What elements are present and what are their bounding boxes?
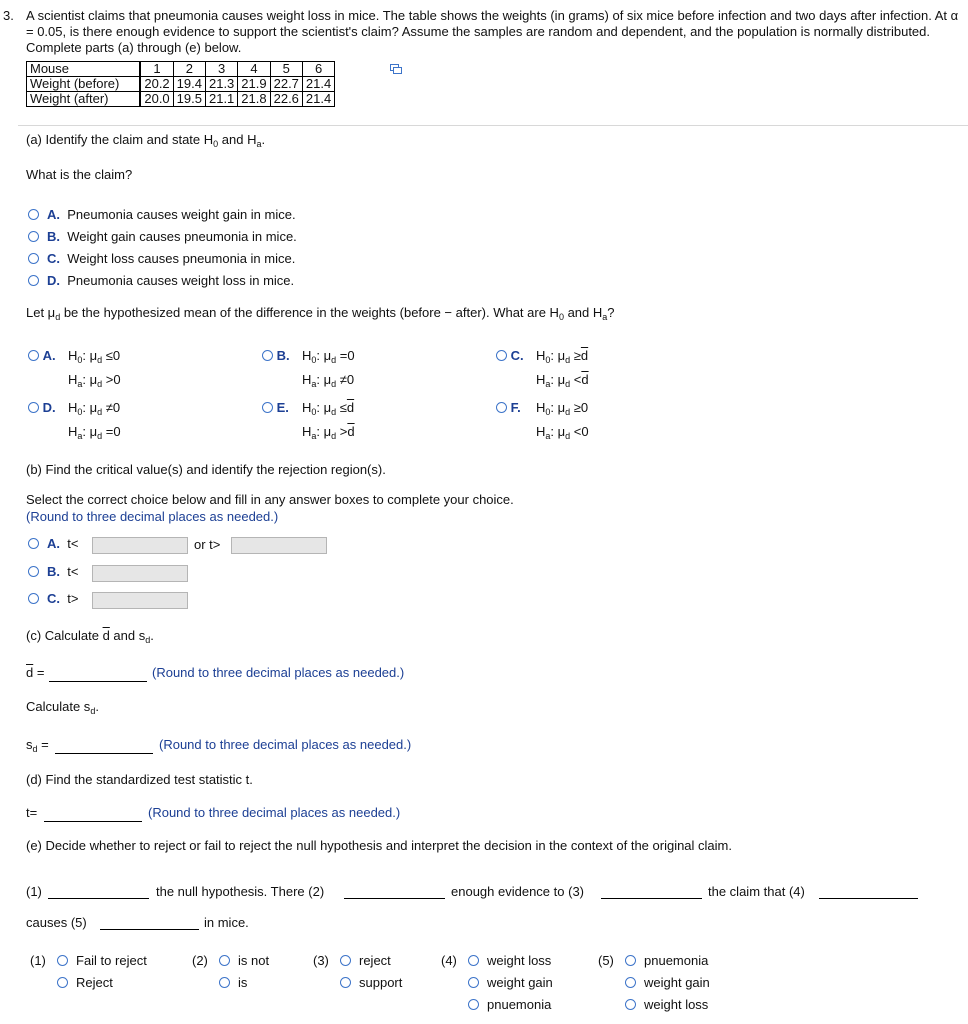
group-2-option[interactable] <box>219 953 269 968</box>
h0-relation: ≤0 <box>105 348 121 363</box>
ha-relation: >0 <box>105 372 121 387</box>
hypothesis-option-f[interactable] <box>496 398 589 441</box>
t-answer-blank[interactable] <box>44 807 142 822</box>
radio-icon[interactable] <box>340 955 351 966</box>
radio-icon[interactable] <box>28 566 39 577</box>
table-cell: 21.1 <box>205 92 237 107</box>
option-letter: F. <box>510 400 521 415</box>
ha-line: $H_a$: $\mu_d <\overline{d}$ <box>536 372 589 389</box>
radio-icon[interactable] <box>57 955 68 966</box>
dbar-label <box>26 665 44 680</box>
radio-icon[interactable] <box>28 593 39 604</box>
option-letter: C. <box>47 251 60 266</box>
question-stem: A scientist claims that pneumonia causes weight loss in mice. The table shows the weights (in grams) of six mice before infection and two days after infection. At α = 0.05, is there enough evidence to support the scientist's claim? Assume the samples are random and dependent, and the population is normally distributed. Complete parts (a) through (e) below. <box>26 8 959 55</box>
option-text: Reject <box>76 975 113 990</box>
radio-icon[interactable] <box>468 955 479 966</box>
option-letter: A. <box>47 207 60 222</box>
table-cell: 20.0 <box>140 92 173 107</box>
option-letter: D. <box>47 273 60 288</box>
table-cell: 21.4 <box>302 92 334 107</box>
sentence-blank-1[interactable] <box>48 884 149 899</box>
option-text: is <box>238 975 248 990</box>
radio-icon[interactable] <box>262 350 273 361</box>
hypothesis-lines <box>68 398 121 446</box>
group-5-option[interactable] <box>625 997 708 1012</box>
claim-option-d[interactable] <box>28 273 294 288</box>
sub-d: d <box>55 312 61 322</box>
ha-line: $H_a$: $\mu_d <0$ <box>536 424 589 441</box>
table-header-row <box>27 62 335 77</box>
part-c-title-and: and s <box>109 628 146 643</box>
part-b-instruction: Select the correct choice below and fill in any answer boxes to complete your choice. <box>26 492 514 507</box>
equals: = <box>33 665 45 680</box>
data-table <box>26 61 335 107</box>
dbar-round-note: (Round to three decimal places as needed.) <box>152 665 405 680</box>
or-text: or t> <box>194 537 221 552</box>
option-text: weight loss <box>487 953 552 968</box>
option-text: Pneumonia causes weight gain in mice. <box>67 207 296 222</box>
table-row-label: Weight (after) <box>27 92 141 107</box>
option-letter: A. <box>47 536 60 551</box>
table-cell: 21.9 <box>238 77 270 92</box>
table-header-cell: 3 <box>205 62 237 77</box>
group-4-option[interactable] <box>468 997 551 1012</box>
ha-relation: <0 <box>573 424 589 439</box>
sentence-blank-5[interactable] <box>100 915 199 930</box>
sentence-blank-3[interactable] <box>601 884 702 899</box>
group-3-option[interactable] <box>340 975 402 990</box>
group-4-option[interactable] <box>468 975 553 990</box>
h0-relation: $\ge\overline{d}$ <box>573 348 589 363</box>
sd-round-note: (Round to three decimal places as needed.) <box>159 737 412 752</box>
part-b-title: (b) Find the critical value(s) and identify the rejection region(s). <box>26 462 386 477</box>
hypothesis-question <box>26 305 615 322</box>
radio-icon[interactable] <box>57 977 68 988</box>
table-cell: 19.4 <box>173 77 205 92</box>
claim-option-c[interactable] <box>28 251 295 266</box>
group-2-option[interactable] <box>219 975 247 990</box>
h0-relation: ≠0 <box>105 400 121 415</box>
table-row-label: Weight (before) <box>27 77 141 92</box>
part-d-title: (d) Find the standardized test statistic t. <box>26 772 253 787</box>
option-letter: C. <box>510 348 524 363</box>
hypothesis-option-d[interactable] <box>28 398 121 441</box>
radio-icon[interactable] <box>28 209 39 220</box>
sd-symbol: s <box>26 737 33 752</box>
sub-d: d <box>145 635 151 645</box>
sentence-blank-4[interactable] <box>819 884 918 899</box>
option-letter: B. <box>47 564 60 579</box>
claim-option-a[interactable] <box>28 207 296 222</box>
hypothesis-option-e[interactable] <box>262 398 355 441</box>
option-text: t< <box>67 564 79 579</box>
let-text: Let μ <box>26 305 56 320</box>
radio-icon[interactable] <box>28 253 39 264</box>
copy-table-icon[interactable] <box>390 64 402 74</box>
part-c-title-end: . <box>150 628 154 643</box>
option-text: t< <box>67 536 79 551</box>
option-letter: B. <box>276 348 290 363</box>
claim-option-b[interactable] <box>28 229 297 244</box>
dbar-symbol: $\overline{d}$ <box>581 372 589 387</box>
dbar-answer-blank[interactable] <box>49 667 147 682</box>
ha-relation: $<\overline{d}$ <box>573 372 589 387</box>
option-text: Weight loss causes pneumonia in mice. <box>67 251 296 266</box>
option-letter: A. <box>42 348 56 363</box>
option-group-number: (5) <box>598 953 614 968</box>
group-5-option[interactable] <box>625 953 708 968</box>
option-text: pnuemonia <box>487 997 552 1012</box>
radio-icon[interactable] <box>28 231 39 242</box>
radio-icon[interactable] <box>625 999 636 1010</box>
table-header-cell: Mouse <box>27 62 141 77</box>
h0-line: $H_0$: $\mu_d =0$ <box>302 348 355 365</box>
sentence-text-3 <box>451 884 584 899</box>
table-row <box>27 92 335 107</box>
radio-icon[interactable] <box>625 955 636 966</box>
group-1-option[interactable] <box>57 953 147 968</box>
ha-line: $H_a$: $\mu_d >\overline{d}$ <box>302 424 355 441</box>
radio-icon[interactable] <box>262 402 273 413</box>
sentence-blank-2[interactable] <box>344 884 445 899</box>
sentence-text: the claim that <box>708 884 786 899</box>
option-text: pnuemonia <box>644 953 709 968</box>
option-letter: C. <box>47 591 60 606</box>
option-group-number: (4) <box>441 953 457 968</box>
h0-line: $H_0$: $\mu_d \ge 0$ <box>536 400 589 417</box>
part-a-title-text: (a) Identify the claim and state H <box>26 132 214 147</box>
radio-icon[interactable] <box>468 977 479 988</box>
dbar-symbol: $\overline{d}$ <box>102 628 110 643</box>
calc-sd-text <box>26 699 99 716</box>
h0-line: $H_0$: $\mu_d \le 0$ <box>68 348 121 365</box>
h0-relation: ≥0 <box>573 400 589 415</box>
table-row <box>27 77 335 92</box>
table-cell: 22.6 <box>270 92 302 107</box>
hypothesis-lines <box>68 346 121 394</box>
sd-answer-blank[interactable] <box>55 739 153 754</box>
h0-line: $H_0$: $\mu_d \le\overline{d}$ <box>302 400 355 417</box>
radio-icon[interactable] <box>219 955 230 966</box>
hypothesis-lines <box>536 346 589 394</box>
critical-option-b[interactable] <box>28 564 78 579</box>
radio-icon[interactable] <box>28 275 39 286</box>
part-c-title <box>26 628 154 645</box>
sentence-text: the null hypothesis. There <box>156 884 305 899</box>
calc-sd-end: . <box>95 699 99 714</box>
option-text: weight loss <box>644 997 709 1012</box>
t-label: t= <box>26 805 38 820</box>
option-text: weight gain <box>644 975 710 990</box>
option-letter: D. <box>42 400 56 415</box>
option-text: weight gain <box>487 975 553 990</box>
let-text-body: be the hypothesized mean of the difference in the weights (before − after). What are H <box>60 305 559 320</box>
part-b-round-note: (Round to three decimal places as needed.) <box>26 509 279 524</box>
hypothesis-lines <box>302 346 355 394</box>
group-1-option[interactable] <box>57 975 113 990</box>
option-text: t> <box>67 591 79 606</box>
radio-icon[interactable] <box>468 999 479 1010</box>
critical-option-c[interactable] <box>28 591 78 606</box>
equals: = <box>37 737 49 752</box>
table-header-cell: 5 <box>270 62 302 77</box>
option-letter: B. <box>47 229 60 244</box>
ha-relation: =0 <box>105 424 121 439</box>
part-e-title: (e) Decide whether to reject or fail to reject the null hypothesis and interpret the decision in the context of the original claim. <box>26 838 732 853</box>
group-3-option[interactable] <box>340 953 391 968</box>
hypothesis-lines <box>302 398 355 446</box>
sentence-text: causes <box>26 915 68 930</box>
sd-label <box>26 737 49 754</box>
group-4-option[interactable] <box>468 953 551 968</box>
sentence-text-4 <box>708 884 805 899</box>
ha-line: $H_a$: $\mu_d \ne 0$ <box>302 372 355 389</box>
radio-icon[interactable] <box>340 977 351 988</box>
h0-relation: =0 <box>339 348 355 363</box>
option-text: reject <box>359 953 391 968</box>
dbar-symbol: $\overline{d}$ <box>346 400 355 415</box>
radio-icon[interactable] <box>625 977 636 988</box>
sub-a: a <box>256 139 262 149</box>
option-group-number: (1) <box>30 953 46 968</box>
sentence-slot-num: (5) <box>70 915 87 930</box>
critical-b-input[interactable] <box>92 565 188 582</box>
radio-icon[interactable] <box>28 538 39 549</box>
sentence-slot-num: (4) <box>788 884 805 899</box>
sentence-text-5 <box>26 915 87 930</box>
ha-line: $H_a$: $\mu_d =0$ <box>68 424 121 441</box>
radio-icon[interactable] <box>496 350 507 361</box>
critical-option-a[interactable] <box>28 536 78 551</box>
table-cell: 22.7 <box>270 77 302 92</box>
option-letter: E. <box>276 400 289 415</box>
ha-relation: ≠0 <box>339 372 355 387</box>
sub-a: a <box>602 312 608 322</box>
part-c-title-text: (c) Calculate <box>26 628 103 643</box>
option-text: Weight gain causes pneumonia in mice. <box>67 229 297 244</box>
sub-d: d <box>32 744 38 754</box>
ha-line: $H_a$: $\mu_d >0$ <box>68 372 121 389</box>
hypothesis-option-a[interactable] <box>28 346 121 389</box>
option-text: support <box>359 975 403 990</box>
sentence-text-6: in mice. <box>204 915 249 930</box>
part-a-title-and: and H <box>218 132 257 147</box>
radio-icon[interactable] <box>496 402 507 413</box>
dbar-symbol: $\overline{d}$ <box>347 424 355 439</box>
h0-line: $H_0$: $\mu_d \ge\overline{d}$ <box>536 348 589 365</box>
part-a-title <box>26 132 265 149</box>
table-header-cell: 2 <box>173 62 205 77</box>
sub-0: 0 <box>558 312 564 322</box>
sentence-slot-num: (3) <box>568 884 584 899</box>
option-text: is not <box>238 953 270 968</box>
sentence-text: enough evidence to <box>451 884 565 899</box>
calc-sd-label: Calculate s <box>26 699 91 714</box>
group-5-option[interactable] <box>625 975 710 990</box>
ha-relation: $>\overline{d}$ <box>339 424 355 439</box>
t-round-note: (Round to three decimal places as needed.) <box>148 805 401 820</box>
hypothesis-option-b[interactable] <box>262 346 355 389</box>
dbar-symbol: $\overline{d}$ <box>26 665 34 680</box>
sub-d: d <box>90 706 96 716</box>
claim-question: What is the claim? <box>26 167 133 182</box>
table-header-cell: 4 <box>238 62 270 77</box>
dbar-symbol: $\overline{d}$ <box>580 348 589 363</box>
hypothesis-option-c[interactable] <box>496 346 589 389</box>
let-text-and: and H <box>563 305 603 320</box>
h0-line: $H_0$: $\mu_d \ne 0$ <box>68 400 121 417</box>
table-header-cell: 1 <box>140 62 173 77</box>
critical-c-input[interactable] <box>92 592 188 609</box>
sub-0: 0 <box>213 139 219 149</box>
option-group-number: (3) <box>313 953 329 968</box>
table-cell: 21.3 <box>205 77 237 92</box>
section-divider <box>18 125 968 126</box>
option-text: Pneumonia causes weight loss in mice. <box>67 273 295 288</box>
option-text: Fail to reject <box>76 953 147 968</box>
table-cell: 20.2 <box>140 77 173 92</box>
sentence-text-2 <box>156 884 324 899</box>
question-number: 3. <box>3 8 14 23</box>
radio-icon[interactable] <box>28 350 39 361</box>
option-group-number: (2) <box>192 953 208 968</box>
sentence-slot-1-num: (1) <box>26 884 42 899</box>
table-cell: 21.8 <box>238 92 270 107</box>
table-header-cell: 6 <box>302 62 334 77</box>
h0-relation: $\le\overline{d}$ <box>339 400 355 415</box>
part-a-title-end: . <box>261 132 266 147</box>
sentence-slot-num: (2) <box>308 884 325 899</box>
table-cell: 21.4 <box>302 77 334 92</box>
hypothesis-lines <box>536 398 589 446</box>
critical-a-lower-input[interactable] <box>92 537 188 554</box>
let-text-q: ? <box>607 305 615 320</box>
radio-icon[interactable] <box>28 402 39 413</box>
radio-icon[interactable] <box>219 977 230 988</box>
table-cell: 19.5 <box>173 92 205 107</box>
critical-a-upper-input[interactable] <box>231 537 327 554</box>
